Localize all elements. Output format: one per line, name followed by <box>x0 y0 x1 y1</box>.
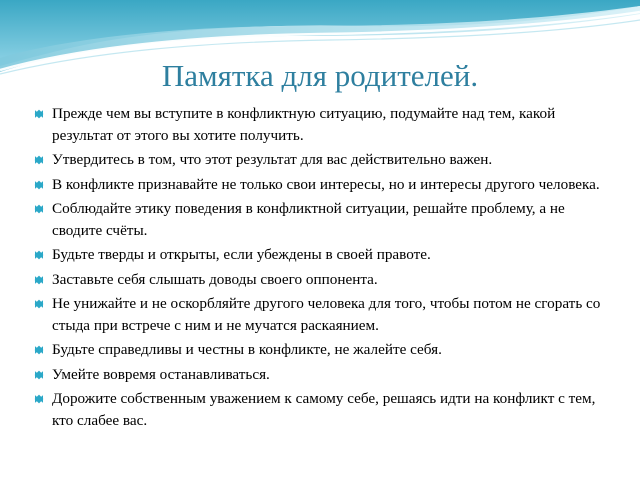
list-item-text: Будьте справедливы и честны в конфликте, не жалейте себя. <box>52 341 442 358</box>
list-item <box>34 198 606 241</box>
list-item-text: Дорожите собственным уважением к самому себе, решаясь идти на конфликт с тем, кто слабее вас. <box>52 390 596 429</box>
diamond-bullet-icon <box>35 371 43 379</box>
list-item-text: В конфликте признавайте не только свои интересы, но и интересы другого человека. <box>52 175 600 193</box>
list-item <box>34 174 606 196</box>
diamond-bullet-icon <box>35 395 43 403</box>
diamond-bullet-icon <box>35 181 43 189</box>
list-item-text: Не унижайте и не оскорбляйте другого человека для того, чтобы потом не сгорать со стыда при встрече с ним и не мучатся раскаянием. <box>52 295 601 334</box>
list-item-text: Будьте тверды и открыты, если убеждены в своей правоте. <box>52 246 431 263</box>
list-item-text: Соблюдайте этику поведения в конфликтной ситуации, решайте проблему, а не сводите счёты. <box>52 200 565 239</box>
diamond-bullet-icon <box>35 276 43 284</box>
list-item <box>34 339 606 361</box>
list-item <box>34 388 606 431</box>
list-item-text: Прежде чем вы вступите в конфликтную ситуацию, подумайте над тем, какой результат от этого вы хотите получить. <box>52 105 556 144</box>
diamond-bullet-icon <box>35 205 43 213</box>
list-item <box>34 103 606 146</box>
diamond-bullet-icon <box>35 110 43 118</box>
list-item-text: Утвердитесь в том, что этот результат для вас действительно важен. <box>52 151 493 168</box>
list-item <box>34 293 606 336</box>
diamond-bullet-icon <box>35 346 43 354</box>
list-item <box>34 269 606 291</box>
list-item-text: Заставьте себя слышать доводы своего оппонента. <box>52 270 378 288</box>
diamond-bullet-icon <box>35 156 43 164</box>
list-item <box>34 244 606 266</box>
list-item <box>34 149 606 171</box>
bullet-list <box>34 103 606 434</box>
list-item <box>34 364 606 386</box>
slide-title: Памятка для родителей. <box>161 58 479 93</box>
diamond-bullet-icon <box>35 251 43 259</box>
list-item-text: Умейте вовремя останавливаться. <box>52 365 270 383</box>
diamond-bullet-icon <box>35 300 43 308</box>
